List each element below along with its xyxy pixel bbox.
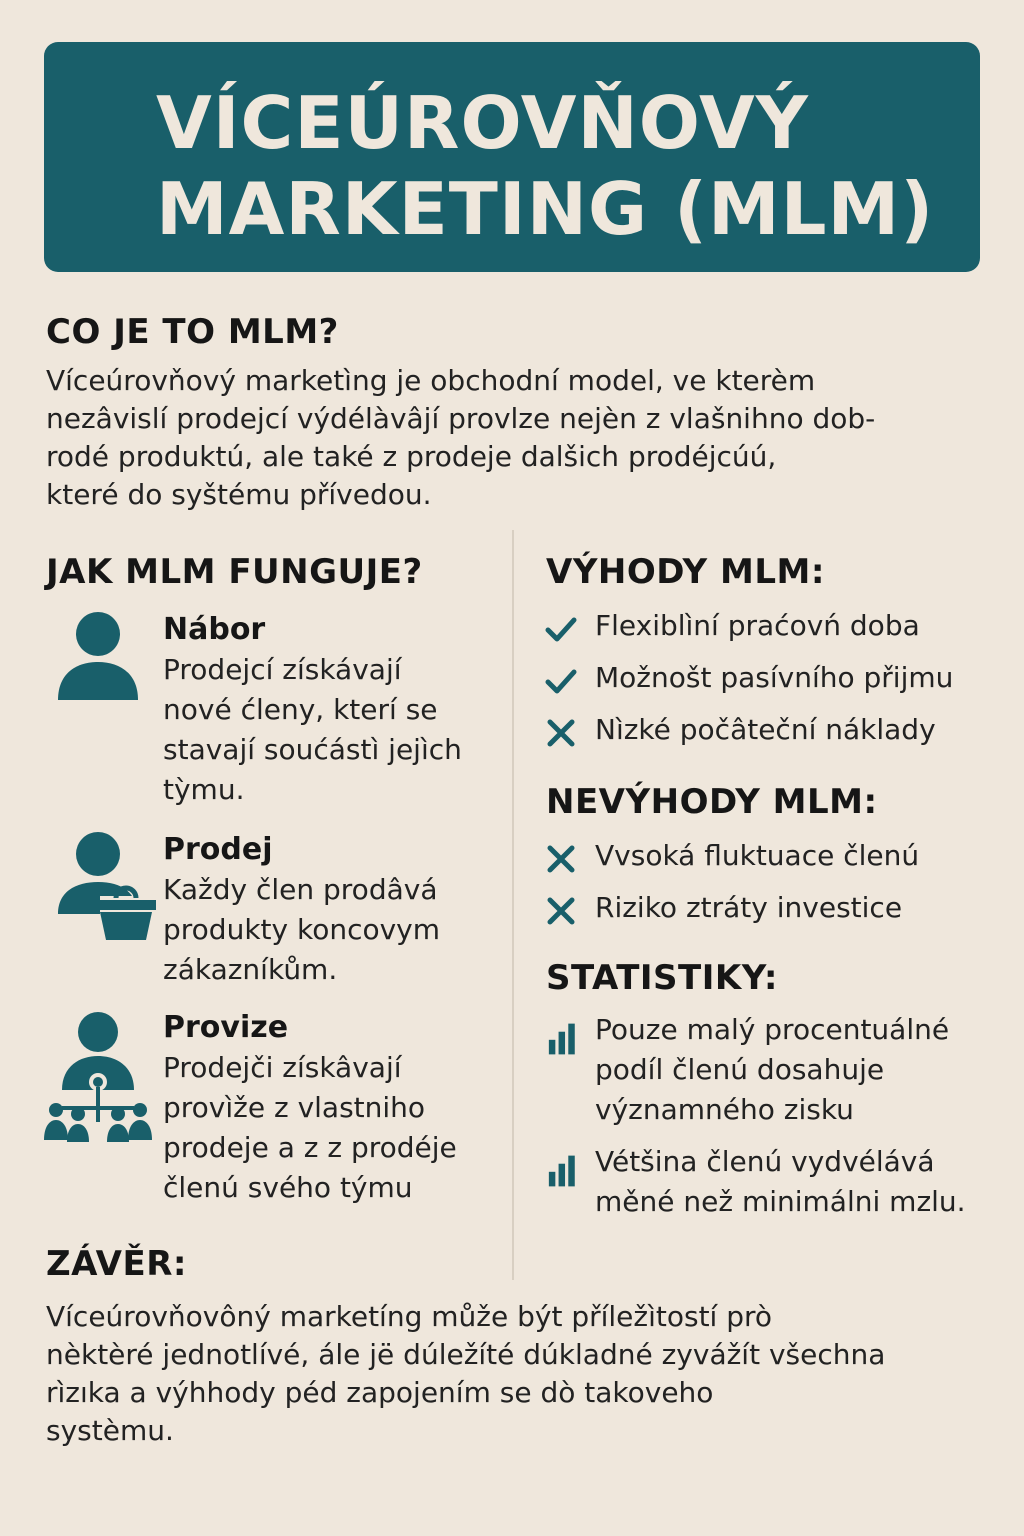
what-paragraph xyxy=(46,362,875,514)
cons-heading: NEVÝHODY MLM: xyxy=(546,782,878,822)
conclusion-heading: ZÁVĚR: xyxy=(46,1244,187,1284)
stats-line: významného zisku xyxy=(595,1093,854,1126)
step-commission xyxy=(40,1010,510,1210)
cons-item-text: Riziko ztráty investice xyxy=(595,891,903,924)
step-line: produkty koncovym xyxy=(163,913,441,946)
person-icon xyxy=(40,612,160,762)
step-line: Každy člen prodâvá xyxy=(163,873,438,906)
step-line: Prodejči získâvají xyxy=(163,1051,402,1084)
cons-item-text: Vvsoká fluktuace členú xyxy=(595,839,920,872)
step-line: stavají soućástì jejìch xyxy=(163,733,462,766)
what-line: nezâvislí prodejcí výdélàvâjí provlze nejèn z vlašnihno dob- xyxy=(46,402,876,435)
column-divider xyxy=(512,530,514,1280)
what-heading: CO JE TO MLM? xyxy=(46,312,339,352)
step-title: Prodej xyxy=(163,832,273,867)
conclusion-line: rìzıka a výhhody péd zapojením se dò takoveho xyxy=(46,1376,714,1409)
title-banner xyxy=(44,42,980,272)
conclusion-line: systèmu. xyxy=(46,1414,174,1447)
bar-chart-icon xyxy=(544,1022,578,1056)
stats-line: Vétšina členú vydvélává xyxy=(595,1145,935,1178)
page-title-line-1: VÍCEÚROVŇOVÝ xyxy=(156,81,809,165)
stats-item-text xyxy=(595,1010,949,1130)
stats-item-text xyxy=(595,1142,966,1222)
step-title: Provize xyxy=(163,1010,289,1045)
what-line: které do syštému přívedou. xyxy=(46,478,432,511)
pros-item-text: Možnošt pasívního přijmu xyxy=(595,661,954,694)
what-line: Víceúrovňový marketìng je obchodní model, ve kterèm xyxy=(46,364,816,397)
step-line: nové ćleny, kterí se xyxy=(163,693,438,726)
step-line: Prodejcí získávají xyxy=(163,653,402,686)
stats-heading: STATISTIKY: xyxy=(546,958,778,998)
step-line: tỳmu. xyxy=(163,773,245,806)
pros-item-text: Nìzké počâteční náklady xyxy=(595,713,936,746)
stats-line: měné než minimálni mzlu. xyxy=(595,1185,966,1218)
cross-icon xyxy=(544,716,578,750)
conclusion-paragraph xyxy=(46,1298,885,1450)
step-body xyxy=(163,870,440,990)
step-title: Nábor xyxy=(163,612,266,647)
stats-line: podíl členú dosahuje xyxy=(595,1053,885,1086)
step-line: prodeje a z z prodéje xyxy=(163,1131,457,1164)
network-icon xyxy=(40,1010,160,1160)
check-icon xyxy=(544,664,578,698)
pros-heading: VÝHODY MLM: xyxy=(546,552,825,592)
step-line: členú svého týmu xyxy=(163,1171,413,1204)
bar-chart-icon xyxy=(544,1154,578,1188)
stats-line: Pouze malý procentuálné xyxy=(595,1013,950,1046)
cross-icon xyxy=(544,894,578,928)
conclusion-line: Víceúrovňovôný marketíng může být příležìtostí prò xyxy=(46,1300,773,1333)
step-line: provìže z vlastniho xyxy=(163,1091,426,1124)
person-basket-icon xyxy=(40,832,160,982)
check-icon xyxy=(544,612,578,646)
step-recruitment xyxy=(40,612,510,812)
step-body xyxy=(163,650,462,810)
page-title-line-2: MARKETING (MLM) xyxy=(156,167,935,251)
pros-item-text: Flexiblìní praćovń doba xyxy=(595,609,920,642)
cross-icon xyxy=(544,842,578,876)
step-sales xyxy=(40,832,510,1002)
conclusion-line: nèktèré jednotlívé, ále jë dúležíté dúkladné zyvážít všechna xyxy=(46,1338,886,1371)
how-heading: JAK MLM FUNGUJE? xyxy=(46,552,423,592)
what-line: rodé produktú, ale také z prodeje dalšich prodéjcúú, xyxy=(46,440,777,473)
step-body xyxy=(163,1048,457,1208)
step-line: zákazníkům. xyxy=(163,953,338,986)
